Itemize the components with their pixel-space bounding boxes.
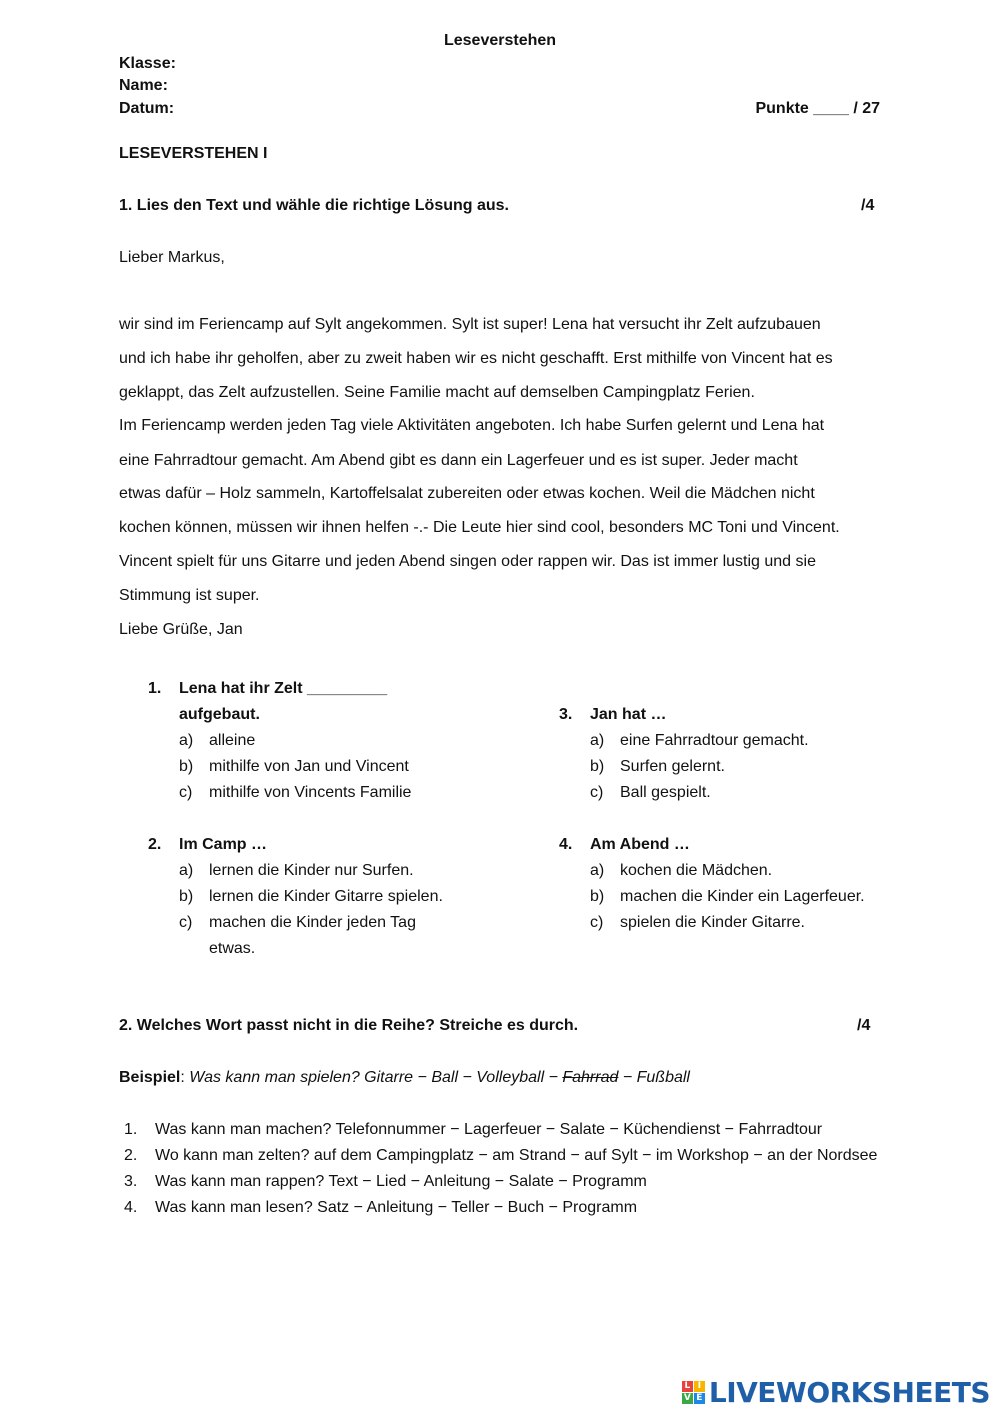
badge-letter: E (694, 1393, 705, 1404)
option-text[interactable]: spielen die Kinder Gitarre. (620, 914, 805, 931)
word-row[interactable]: Was kann man rappen? Text − Lied − Anleitung − Salate − Programm (155, 1173, 647, 1190)
option-letter[interactable]: a) (590, 732, 605, 749)
list-number: 3. (124, 1173, 138, 1190)
option-text[interactable]: eine Fahrradtour gemacht. (620, 732, 809, 749)
page-title: Leseverstehen (443, 32, 557, 49)
points-total: Punkte ____ / 27 (755, 100, 880, 117)
option-letter[interactable]: b) (590, 888, 605, 905)
badge-letter: I (694, 1381, 705, 1392)
option-letter[interactable]: a) (590, 862, 605, 879)
name-label: Name: (119, 77, 168, 94)
option-text[interactable]: machen die Kinder ein Lagerfeuer. (620, 888, 865, 905)
option-text[interactable]: kochen die Mädchen. (620, 862, 773, 879)
letter-closing: Liebe Grüße, Jan (119, 621, 243, 638)
option-letter[interactable]: b) (179, 758, 194, 775)
example-text: Was kann man spielen? Gitarre − Ball − Volleyball − (189, 1069, 558, 1086)
task-1-instruction: 1. Lies den Text und wähle die richtige Lösung aus. (119, 197, 509, 214)
badge-letter: L (682, 1381, 693, 1392)
list-number: 1. (124, 1121, 138, 1138)
question-number: 3. (559, 706, 573, 723)
task-1-score: /4 (861, 197, 875, 214)
list-number: 2. (124, 1147, 138, 1164)
word-row[interactable]: Was kann man machen? Telefonnummer − Lagerfeuer − Salate − Küchendienst − Fahrradtour (155, 1121, 823, 1138)
badge-letter: V (682, 1393, 693, 1404)
option-letter[interactable]: c) (179, 914, 193, 931)
option-letter[interactable]: a) (179, 862, 194, 879)
option-letter[interactable]: b) (590, 758, 605, 775)
task-2-instruction: 2. Welches Wort passt nicht in die Reihe? Streiche es durch. (119, 1017, 579, 1034)
option-text[interactable]: alleine (209, 732, 256, 749)
letter-line: und ich habe ihr geholfen, aber zu zweit haben wir es nicht geschafft. Erst mithilfe von Vincent hat es (119, 350, 833, 367)
option-letter[interactable]: c) (179, 784, 193, 801)
example-label: Beispiel (119, 1069, 181, 1086)
option-letter[interactable]: a) (179, 732, 194, 749)
logo-badge-icon (682, 1381, 705, 1404)
letter-line: Im Feriencamp werden jeden Tag viele Aktivitäten angeboten. Ich habe Surfen gelernt und Lena hat (119, 417, 825, 434)
example-colon: : (180, 1069, 185, 1086)
option-letter[interactable]: b) (179, 888, 194, 905)
question-text: Im Camp … (179, 836, 268, 853)
option-text[interactable]: machen die Kinder jeden Tag (209, 914, 416, 931)
question-number: 4. (559, 836, 573, 853)
example-line (119, 1069, 690, 1087)
option-text[interactable]: mithilfe von Vincents Familie (209, 784, 412, 801)
option-text[interactable]: Surfen gelernt. (620, 758, 725, 775)
letter-line: Vincent spielt für uns Gitarre und jeden Abend singen oder rappen wir. Das ist immer lustig und sie (119, 553, 816, 570)
question-number: 1. (148, 680, 162, 697)
list-number: 4. (124, 1199, 138, 1216)
word-row[interactable]: Was kann man lesen? Satz − Anleitung − Teller − Buch − Programm (155, 1199, 638, 1216)
option-letter[interactable]: c) (590, 914, 604, 931)
option-text[interactable]: mithilfe von Jan und Vincent (209, 758, 409, 775)
question-text: Am Abend … (590, 836, 690, 853)
task-2-score: /4 (857, 1017, 871, 1034)
example-struck-word: Fahrrad (562, 1069, 619, 1086)
logo-text: LIVEWORKSHEETS (708, 1376, 990, 1409)
option-letter[interactable]: c) (590, 784, 604, 801)
liveworksheets-logo[interactable] (682, 1376, 990, 1409)
option-text-continued[interactable]: etwas. (209, 940, 256, 957)
option-text[interactable]: lernen die Kinder nur Surfen. (209, 862, 414, 879)
letter-line: Stimmung ist super. (119, 587, 260, 604)
letter-line: eine Fahrradtour gemacht. Am Abend gibt es dann ein Lagerfeuer und es ist super. Jeder macht (119, 452, 798, 469)
example-text-end: − Fußball (622, 1069, 690, 1086)
klasse-label: Klasse: (119, 55, 176, 72)
letter-line: wir sind im Feriencamp auf Sylt angekommen. Sylt ist super! Lena hat versucht ihr Zelt aufzubauen (119, 316, 821, 333)
letter-line: kochen können, müssen wir ihnen helfen -.- Die Leute hier sind cool, besonders MC Toni und Vincent. (119, 519, 840, 536)
question-text: Lena hat ihr Zelt _________ (179, 680, 388, 697)
letter-line: geklappt, das Zelt aufzustellen. Seine Familie macht auf demselben Campingplatz Ferien. (119, 384, 755, 401)
datum-label: Datum: (119, 100, 175, 117)
word-row[interactable]: Wo kann man zelten? auf dem Campingplatz − am Strand − auf Sylt − im Workshop − an der Nordsee (155, 1147, 878, 1164)
letter-greeting: Lieber Markus, (119, 249, 225, 266)
question-number: 2. (148, 836, 162, 853)
letter-line: etwas dafür – Holz sammeln, Kartoffelsalat zubereiten oder etwas kochen. Weil die Mädchen nicht (119, 485, 815, 502)
option-text[interactable]: Ball gespielt. (620, 784, 711, 801)
option-text[interactable]: lernen die Kinder Gitarre spielen. (209, 888, 443, 905)
question-text: Jan hat … (590, 706, 667, 723)
question-text: aufgebaut. (179, 706, 260, 723)
section-heading: LESEVERSTEHEN I (119, 145, 268, 162)
